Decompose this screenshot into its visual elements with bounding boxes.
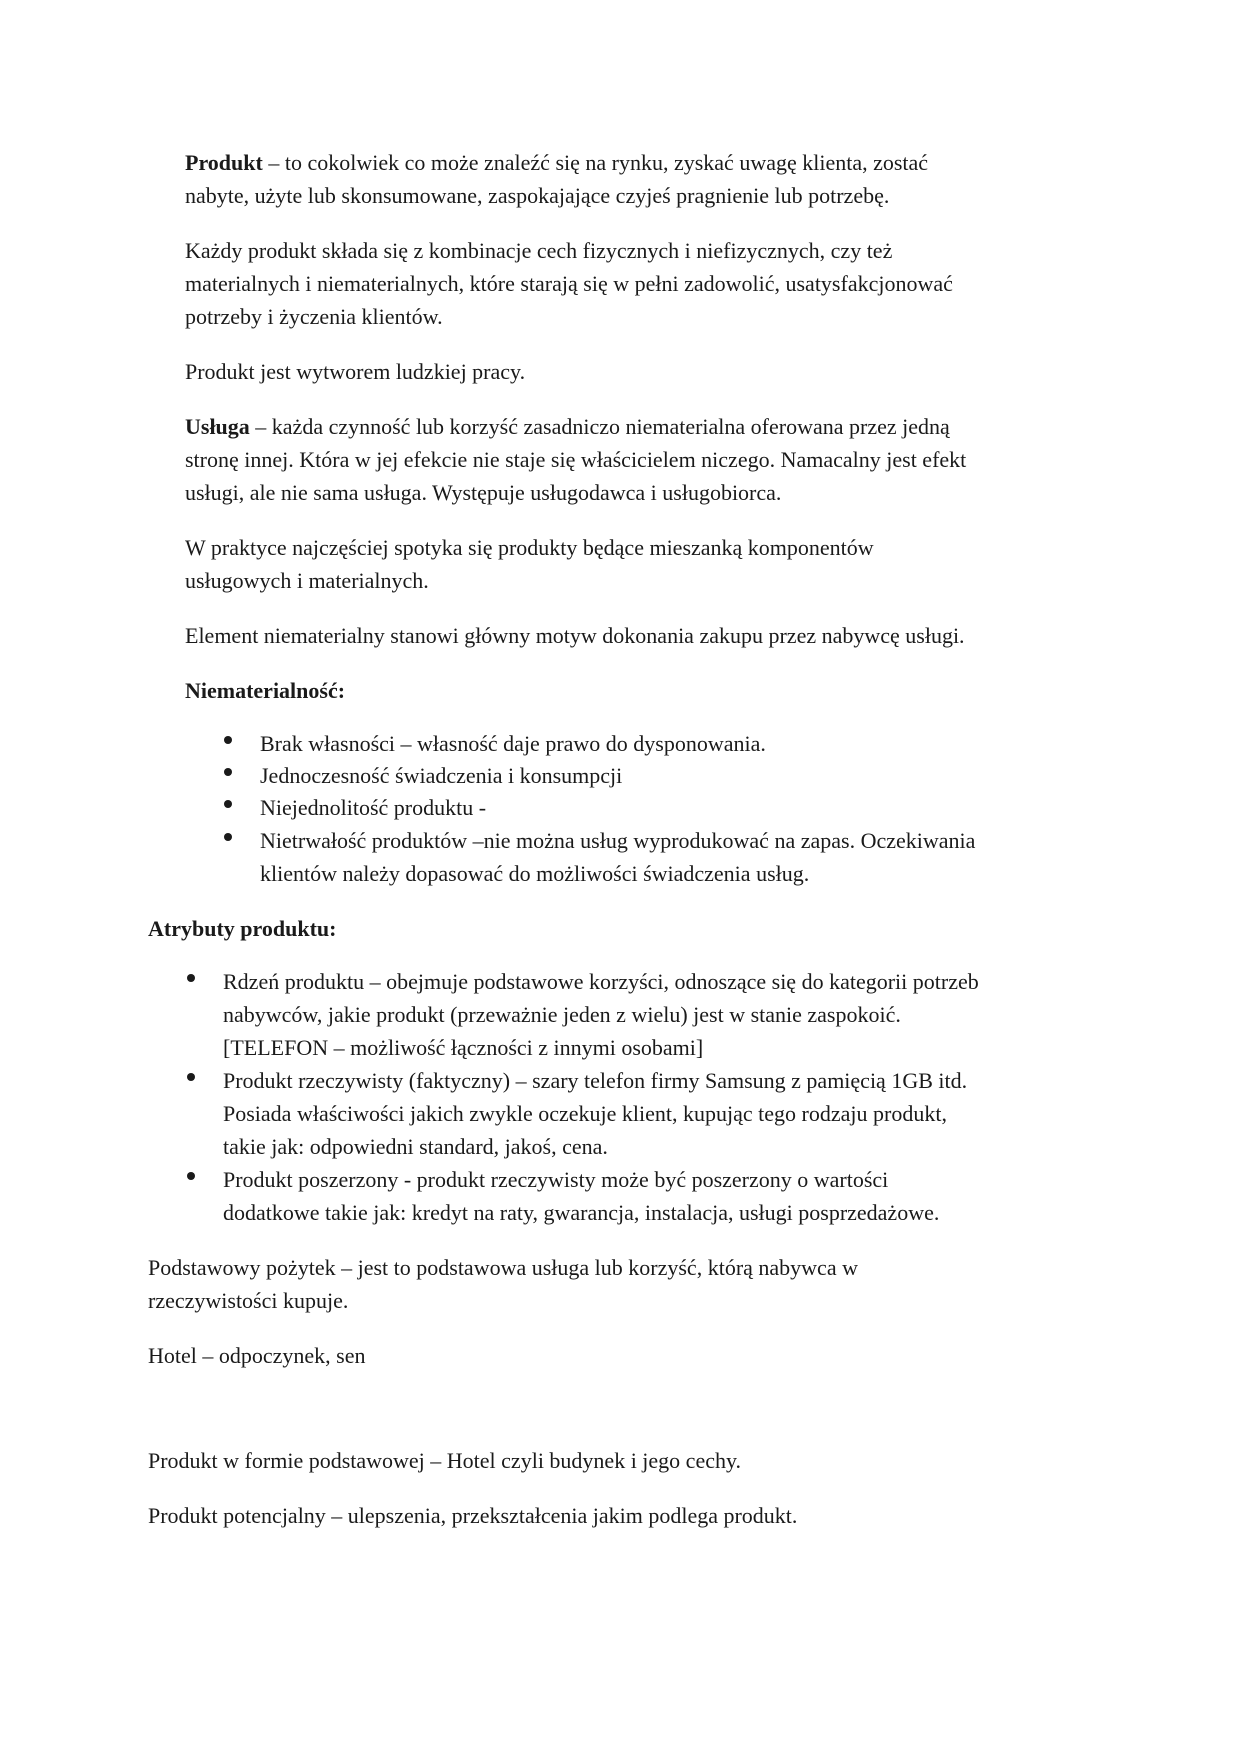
heading-atrybuty-produktu: Atrybuty produktu:	[148, 916, 337, 941]
list-item-continuation: takie jak: odpowiedni standard, jakoś, cena.	[223, 1134, 608, 1159]
term-usluga: Usługa	[185, 414, 250, 439]
paragraph-product-definition-line1	[185, 146, 928, 179]
paragraph-basic-benefit-line2: rzeczywistości kupuje.	[148, 1288, 349, 1313]
paragraph-service-definition-line1	[185, 410, 950, 443]
list-item: Jednoczesność świadczenia i konsumpcji	[260, 763, 623, 788]
paragraph-basic-form: Produkt w formie podstawowej – Hotel czyli budynek i jego cechy.	[148, 1448, 742, 1473]
bullet-icon	[187, 1172, 195, 1180]
paragraph-basic-benefit-line1: Podstawowy pożytek – jest to podstawowa usługa lub korzyść, którą nabywca w	[148, 1255, 858, 1280]
list-item: Nietrwałość produktów –nie można usług wyprodukować na zapas. Oczekiwania	[260, 828, 976, 853]
paragraph-potential-product: Produkt potencjalny – ulepszenia, przekształcenia jakim podlega produkt.	[148, 1503, 798, 1528]
text: – to cokolwiek co może znaleźć się na rynku, zyskać uwagę klienta, zostać	[262, 150, 929, 175]
list-item: Niejednolitość produktu -	[260, 795, 487, 820]
heading-niematerialnosc: Niematerialność:	[185, 678, 346, 703]
bullet-icon	[224, 800, 232, 808]
list-item: Rdzeń produktu – obejmuje podstawowe korzyści, odnoszące się do kategorii potrzeb	[223, 969, 979, 994]
paragraph-practice-line2: usługowych i materialnych.	[185, 568, 429, 593]
paragraph-product-composition-line1: Każdy produkt składa się z kombinacje cech fizycznych i niefizycznych, czy też	[185, 238, 893, 263]
list-item: Brak własności – własność daje prawo do dysponowania.	[260, 731, 766, 756]
paragraph-hotel-example: Hotel – odpoczynek, sen	[148, 1343, 366, 1368]
term-produkt: Produkt	[185, 150, 263, 175]
bullet-icon	[187, 1073, 195, 1081]
text: – każda czynność lub korzyść zasadniczo niematerialna oferowana przez jedną	[249, 414, 950, 439]
list-item-continuation: klientów należy dopasować do możliwości świadczenia usług.	[260, 861, 810, 886]
paragraph-practice-line1: W praktyce najczęściej spotyka się produkty będące mieszanką komponentów	[185, 535, 874, 560]
paragraph-service-definition-line3: usługi, ale nie sama usługa. Występuje usługodawca i usługobiorca.	[185, 480, 782, 505]
list-item-continuation: Posiada właściwości jakich zwykle oczekuje klient, kupując tego rodzaju produkt,	[223, 1101, 947, 1126]
list-item: Produkt rzeczywisty (faktyczny) – szary telefon firmy Samsung z pamięcią 1GB itd.	[223, 1068, 968, 1093]
bullet-icon	[224, 768, 232, 776]
paragraph-product-composition-line2: materialnych i niematerialnych, które starają się w pełni zadowolić, usatysfakcjonować	[185, 271, 953, 296]
list-item-continuation: nabywców, jakie produkt (przeważnie jeden z wielu) jest w stanie zaspokoić.	[223, 1002, 901, 1027]
paragraph-product-work: Produkt jest wytworem ludzkiej pracy.	[185, 359, 526, 384]
bullet-icon	[224, 736, 232, 744]
list-item-continuation: dodatkowe takie jak: kredyt na raty, gwarancja, instalacja, usługi posprzedażowe.	[223, 1200, 940, 1225]
list-item-continuation: [TELEFON – możliwość łączności z innymi osobami]	[223, 1035, 704, 1060]
paragraph-product-composition-line3: potrzeby i życzenia klientów.	[185, 304, 443, 329]
bullet-icon	[224, 833, 232, 841]
paragraph-intangible-element: Element niematerialny stanowi główny motyw dokonania zakupu przez nabywcę usługi.	[185, 623, 965, 648]
paragraph-product-definition-line2: nabyte, użyte lub skonsumowane, zaspokajające czyjeś pragnienie lub potrzebę.	[185, 183, 890, 208]
list-item: Produkt poszerzony - produkt rzeczywisty może być poszerzony o wartości	[223, 1167, 889, 1192]
paragraph-service-definition-line2: stronę innej. Która w jej efekcie nie staje się właścicielem niczego. Namacalny jest efekt	[185, 447, 967, 472]
bullet-icon	[187, 974, 195, 982]
